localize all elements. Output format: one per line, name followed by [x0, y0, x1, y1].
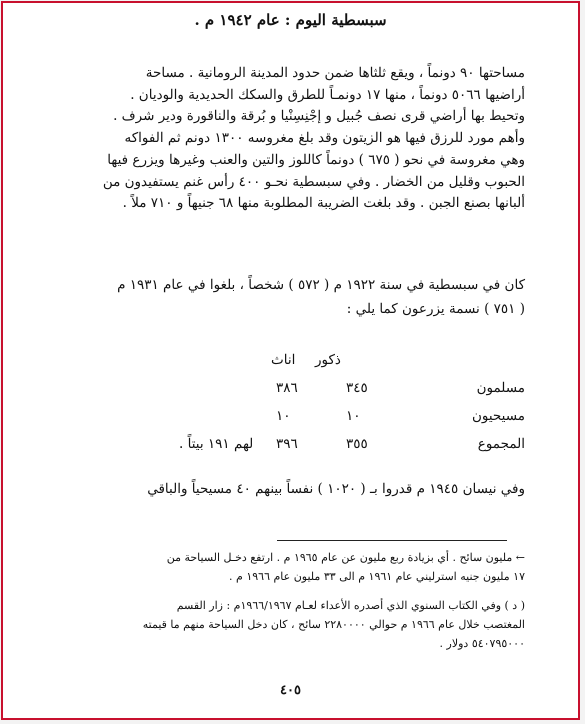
cell-female: ٣٨٦ [276, 380, 298, 396]
text-line: ( ٧٥١ ) نسمة يزرعون كما يلي : [346, 301, 525, 317]
text-line: وتحيط بها أراضي قرى نصف جُبيل و إجْنِسِنْيا و بُرقة والناقورة ودير شرف . [113, 108, 525, 125]
paragraph-land-and-crops [63, 63, 525, 215]
row-label-total: المجموع [477, 436, 525, 452]
footnote-line: المغتصب خلال عام ١٩٦٦ م حوالي ٢٢٨٠٠٠٠ سائح ، كان دخل السياحة منهم ما قيمته [142, 618, 525, 631]
footnote-line: ٥٤٠٧٩٥٠٠٠ دولار . [439, 637, 525, 650]
text-line: مساحتها ٩٠ دونماً ، ويقع ثلثاها ضمن حدود المدينة الرومانية . مساحة [145, 65, 525, 81]
footnote-line: ← مليون سائح . أي بزيادة ربع مليون عن عام ١٩٦٥ م . ارتفع دخـل السياحة من [166, 551, 525, 564]
footnote-line: ( د ) وفي الكتاب السنوي الذي أصدره الأعداء لعـام ١٩٦٦/١٩٦٧م : زار القسم [176, 599, 525, 612]
cell-female: ٣٩٦ [276, 436, 298, 452]
text-line: وأهم مورد للرزق فيها هو الزيتون وقد بلغ مغروسه ١٣٠٠ دونم ثم الفواكه [124, 130, 525, 147]
page-number: ٤٠٥ [280, 683, 301, 698]
row-label-christians: مسيحيون [471, 408, 525, 424]
document-page [1, 1, 580, 720]
footnotes [61, 548, 525, 653]
running-header: سبسطية اليوم : عام ١٩٤٢ م . [194, 11, 387, 29]
cell-male: ٣٥٥ [346, 436, 368, 452]
column-header-male: ذكور [315, 352, 341, 368]
text-line: كان في سبسطية في سنة ١٩٢٢ م ( ٥٧٢ ) شخصاً ، بلغوا في عام ١٩٣١ م [117, 277, 525, 293]
text-line: وهي مغروسة في نحو ( ٦٧٥ ) دونماً كاللوز والتين والعنب وغيرها ويزرع فيها [107, 151, 525, 168]
paragraph-1945-estimate: وفي نيسان ١٩٤٥ م قدروا بـ ( ١٠٢٠ ) نفساً بينهم ٤٠ مسيحياً والباقي [147, 481, 525, 497]
row-label-muslims: مسلمون [476, 380, 525, 396]
text-line: الحبوب وقليل من الخضار . وفي سبسطية نحـو ٤٠٠ رأس غنم يستفيدون من [102, 173, 525, 190]
text-line: ألبانها بصنع الجبن . وقد بلغت الضريبة المطلوبة منها ٦٨ جنيهاً و ٧١٠ ملاً . [122, 195, 525, 212]
column-header-female: اناث [271, 352, 296, 368]
cell-male: ٣٤٥ [346, 380, 368, 396]
cell-female: ١٠ [276, 408, 291, 424]
cell-male: ١٠ [346, 408, 361, 424]
footnote-separator [277, 540, 507, 541]
paragraph-population [63, 273, 525, 321]
cell-houses-note: لهم ١٩١ بيتاً . [179, 436, 254, 452]
text-line: أراضيها ٥٠٦٦ دونماً ، منها ١٧ دونمـاً للطرق والسكك الحديدية والوديان . [130, 86, 525, 103]
footnote-line: ١٧ مليون جنيه استرليني عام ١٩٦١ م الى ٣٣ مليون عام ١٩٦٦ م . [229, 570, 525, 583]
